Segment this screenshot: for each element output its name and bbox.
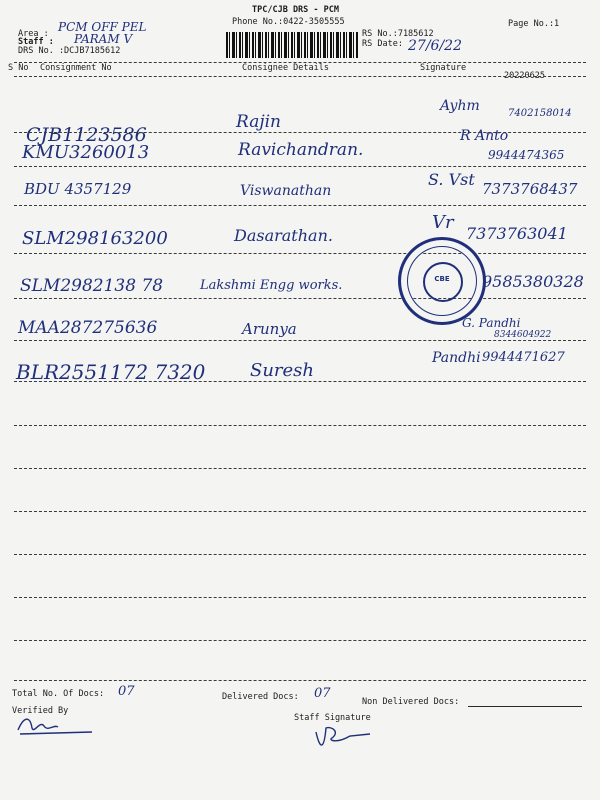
entry-6-consignment: MAA287275636 (18, 318, 158, 338)
entry-4-consignment: SLM298163200 (22, 228, 168, 249)
entry-6-consignee: Arunya (242, 320, 297, 338)
date-code: 20220625 (504, 71, 545, 81)
entry-2-consignment: KMU3260013 (22, 142, 150, 163)
total-docs-value: 07 (118, 684, 135, 699)
row-divider (14, 381, 586, 382)
area-label: Area : (18, 29, 49, 39)
staff-label: Staff : (18, 37, 54, 47)
non-delivered-docs-label: Non Delivered Docs: (362, 697, 460, 707)
entry-5-phone: 9585380328 (482, 272, 584, 291)
entry-3-phone: 7373768437 (482, 180, 578, 198)
row-divider (14, 425, 586, 426)
staff-signature (310, 722, 380, 752)
column-consignment: Consignment No (40, 63, 112, 73)
seal-center-text: CBE (434, 275, 450, 283)
rs-number: RS No.:7185612 (362, 29, 434, 39)
area-handwritten: PCM OFF PEL (58, 20, 147, 34)
delivered-docs-label: Delivered Docs: (222, 692, 299, 702)
entry-3-signature: S. Vst (428, 170, 475, 189)
header-rule-bottom (14, 76, 586, 77)
entry-1-phone: 7402158014 (508, 108, 572, 119)
verified-by-label: Verified By (12, 706, 69, 716)
verifier-signature (14, 712, 94, 738)
column-consignee: Consignee Details (242, 63, 329, 73)
entry-1-consignee: Rajin (236, 112, 281, 132)
row-divider (14, 298, 586, 299)
rs-date-handwritten: 27/6/22 (408, 38, 462, 54)
entry-5-consignment: SLM2982138 78 (20, 276, 164, 296)
entry-4-consignee: Dasarathan. (234, 226, 333, 245)
column-sno: S No (8, 63, 29, 73)
entry-7-signature: Pandhi (432, 350, 481, 366)
non-delivered-value-line (468, 706, 582, 707)
company-seal (398, 237, 486, 325)
column-signature: Signature (420, 63, 467, 73)
entry-7-phone: 9944471627 (482, 350, 565, 365)
entry-6-signature: G. Pandhi (462, 316, 521, 330)
row-divider (14, 205, 586, 206)
entry-4-signature: Vr (432, 212, 454, 233)
page-number: Page No.:1 (508, 19, 560, 29)
entry-4-phone: 7373763041 (466, 224, 568, 243)
entry-6-phone: 8344604922 (494, 330, 552, 340)
phone-number: Phone No.:0422-3505555 (232, 17, 345, 27)
entry-3-consignee: Viswanathan (240, 183, 332, 199)
entry-2-phone: 9944474365 (488, 148, 565, 162)
row-divider (14, 511, 586, 512)
entry-1-consignment: CJB1123586 (26, 124, 147, 146)
entry-3-consignment: BDU 4357129 (24, 180, 132, 198)
entry-5-consignee: Lakshmi Engg works. (200, 278, 343, 293)
row-divider (14, 166, 586, 167)
row-divider (14, 253, 586, 254)
entry-1-signature: Ayhm (440, 98, 480, 114)
row-divider (14, 640, 586, 641)
row-divider (14, 554, 586, 555)
row-divider (14, 680, 586, 681)
staff-handwritten: PARAM V (74, 32, 133, 46)
entry-7-consignment: BLR2551172 7320 (16, 360, 206, 384)
entry-2-signature: R Anto (460, 128, 509, 144)
row-divider (14, 597, 586, 598)
entry-7-consignee: Suresh (250, 360, 315, 381)
document-title: TPC/CJB DRS - PCM (252, 5, 339, 15)
barcode (226, 32, 358, 58)
row-divider (14, 340, 586, 341)
total-docs-label: Total No. Of Docs: (12, 689, 105, 699)
staff-signature-label: Staff Signature (294, 713, 371, 723)
entry-2-consignee: Ravichandran. (238, 140, 364, 160)
delivered-docs-value: 07 (314, 686, 331, 701)
drs-number: DRS No. :DCJB7185612 (18, 46, 121, 56)
row-divider (14, 468, 586, 469)
rs-date-label: RS Date: (362, 39, 403, 49)
